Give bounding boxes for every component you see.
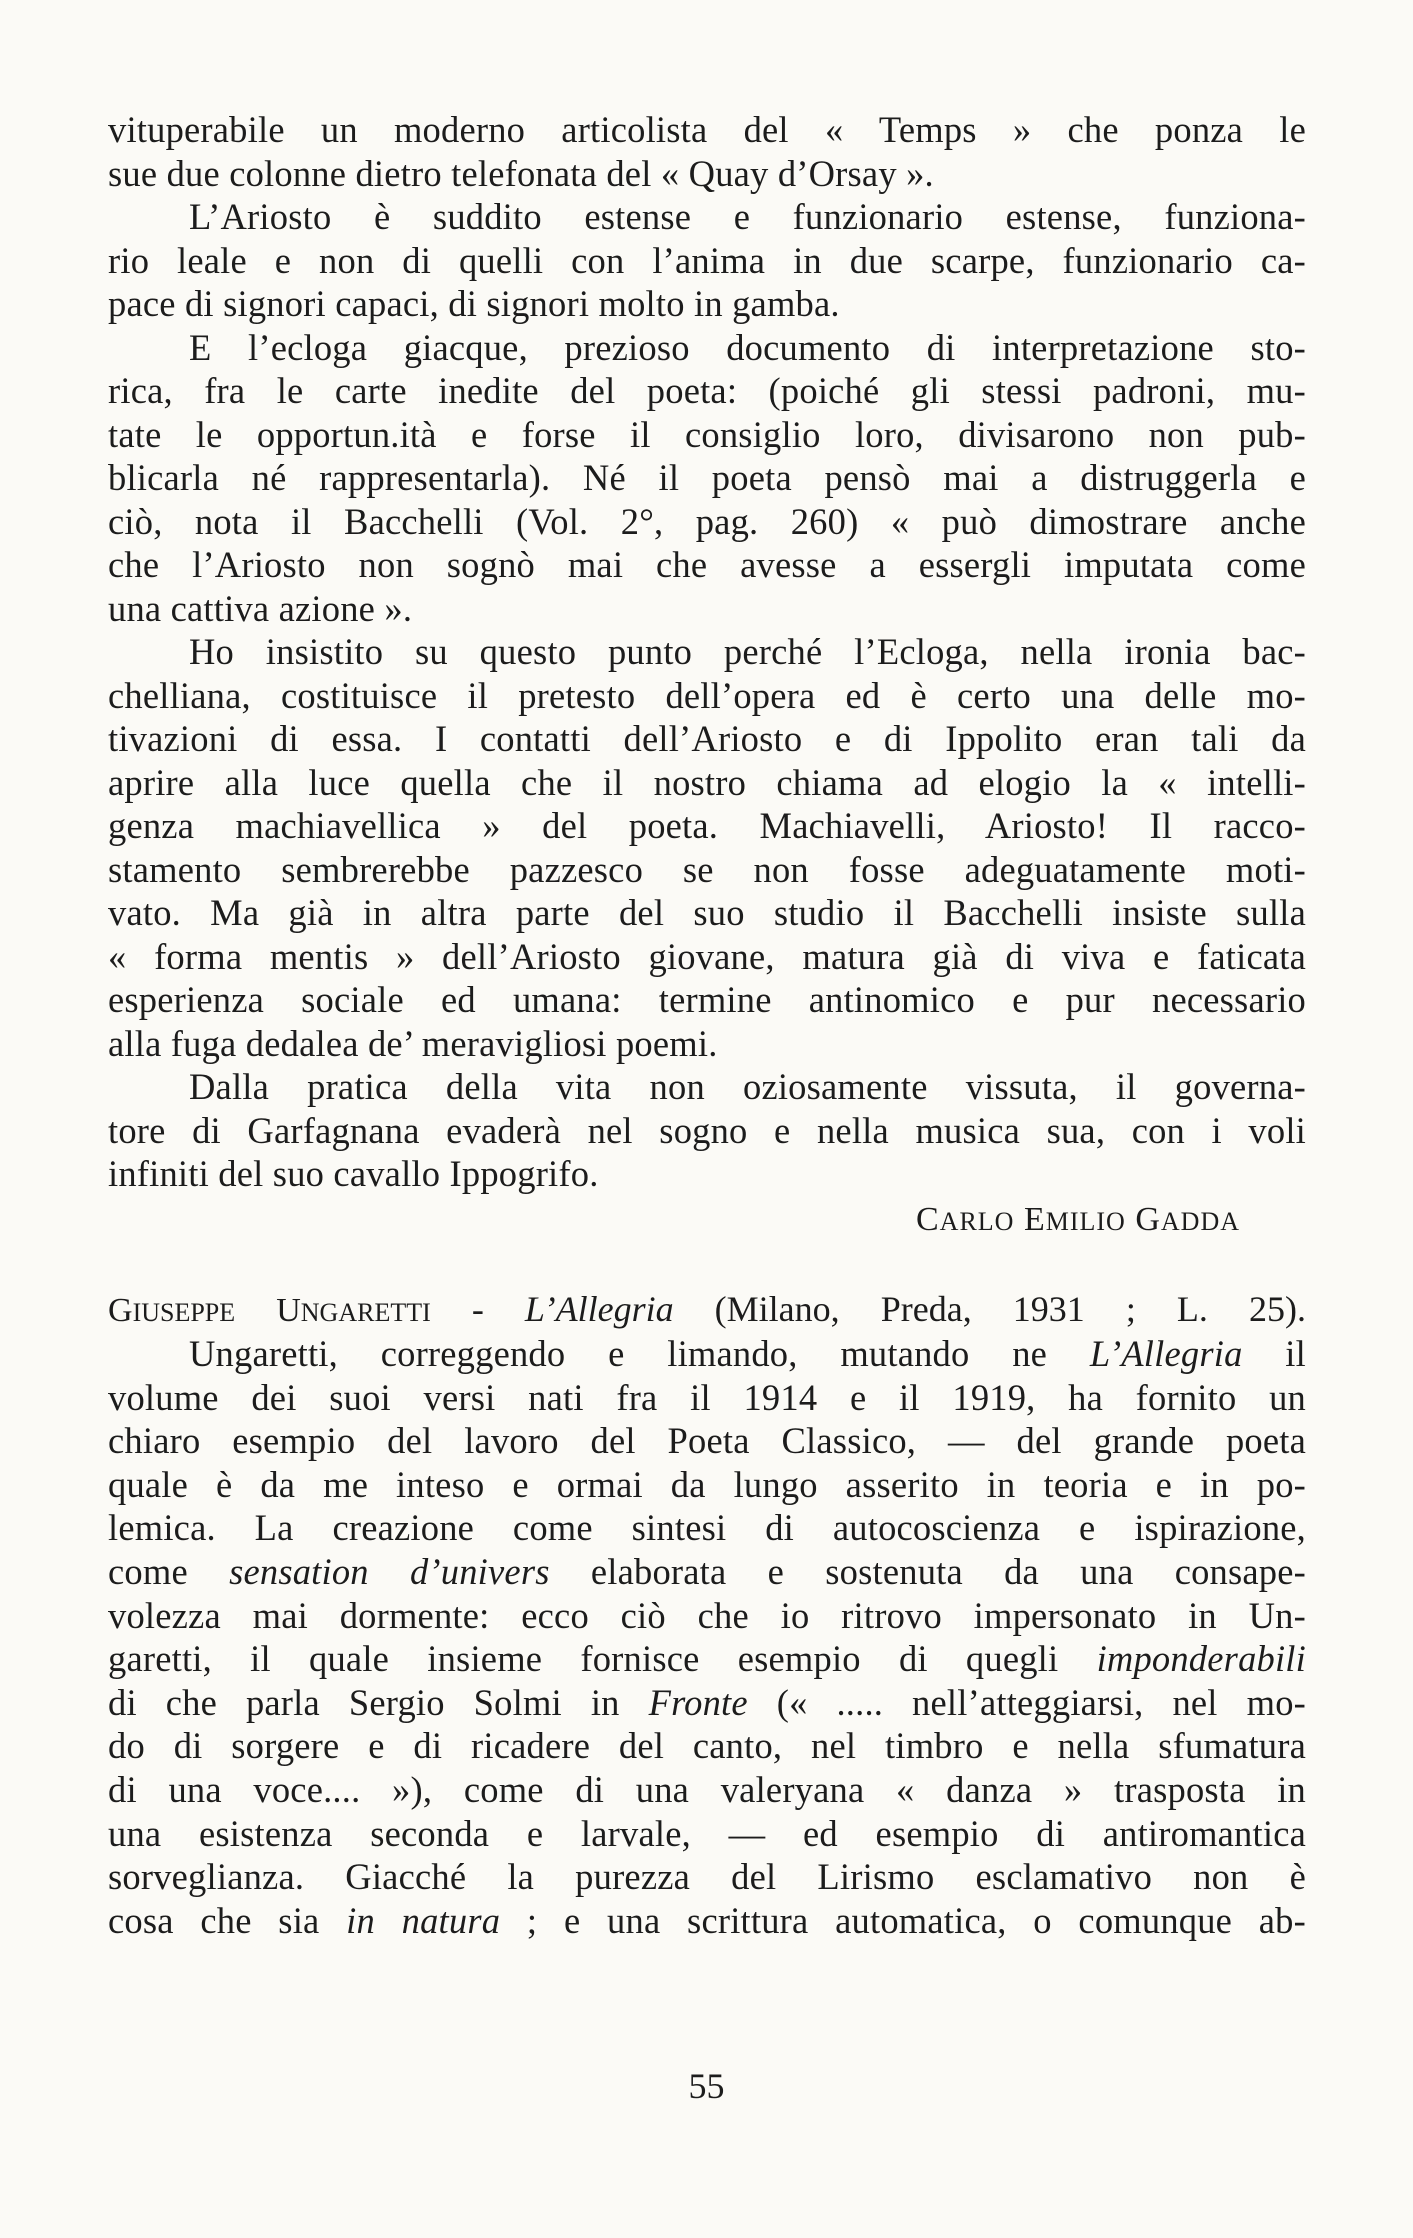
text-line: alla fuga dedalea de’ meravigliosi poemi. [108,1022,718,1064]
text-line: quale è da me inteso e ormai da lungo asserito in teoria e in po- [108,1463,1306,1505]
text-line: come sensation d’univers elaborata e sostenuta da una consape- [108,1550,1306,1592]
text-line: « forma mentis » dell’Ariosto giovane, matura già di viva e faticata [108,935,1306,977]
italic-phrase: imponderabili [1096,1638,1306,1680]
text-line: aprire alla luce quella che il nostro chiama ad elogio la « intelli- [108,761,1306,803]
text-line: che l’Ariosto non sognò mai che avesse a essergli imputata come [108,544,1306,585]
text-line: tivazioni di essa. I contatti dell’Ariosto e di Ippolito eran tali da [108,718,1306,759]
text-line: vituperabile un moderno articolista del « Temps » che ponza le [108,109,1306,150]
text-line: Ho insistito su questo punto perché l’Ecloga, nella ironia bac- [189,631,1306,672]
author-signature: CARLO EMILIO GADDA [915,1201,1240,1238]
book-title: L’Allegria [524,1289,674,1329]
text-line: do di sorgere e di ricadere del canto, nel timbro e nella sfumatura [108,1725,1306,1767]
text-line: volume dei suoi versi nati fra il 1914 e il 1919, ha fornito un [108,1376,1306,1418]
text-line: rica, fra le carte inedite del poeta: (poiché gli stessi padroni, mu- [108,370,1306,411]
text-line: L’Ariosto è suddito estense e funzionario estense, funziona- [189,196,1306,237]
text-line: lemica. La creazione come sintesi di autocoscienza e ispirazione, [108,1507,1306,1549]
text-line: chelliana, costituisce il pretesto dell’opera ed è certo una delle mo- [108,674,1306,716]
italic-phrase: Fronte [648,1681,748,1723]
text-line: chiaro esempio del lavoro del Poeta Classico, — del grande poeta [108,1420,1306,1462]
text-line: pace di signori capaci, di signori molto in gamba. [108,283,840,324]
text-line: di che parla Sergio Solmi in Fronte (« ..... nell’atteggiarsi, nel mo- [108,1681,1306,1723]
text-line: tore di Garfagnana evaderà nel sogno e nella musica sua, con i voli [108,1109,1306,1151]
text-line: esperienza sociale ed umana: termine antinomico e pur necessario [108,979,1306,1020]
text-line: di una voce.... »), come di una valeryana « danza » trasposta in [108,1768,1306,1810]
text-line: garetti, il quale insieme fornisce esempio di quegli imponderabili [108,1638,1306,1680]
italic-phrase: sensation d’univers [229,1550,550,1592]
text-line: cosa che sia in natura ; e una scrittura automatica, o comunque ab- [108,1899,1306,1941]
italic-phrase: in natura [346,1899,501,1941]
text-line: una cattiva azione ». [108,587,413,629]
page-number: 55 [688,2066,725,2106]
heading-separator: - [430,1289,525,1329]
text-line: tate le opportun.ità e forse il consiglio loro, divisarono non pub- [108,413,1306,455]
text-line: infiniti del suo cavallo Ippogrifo. [108,1153,599,1194]
review-heading: GIUSEPPE UNGARETTI - L’Allegria (Milano, Preda, 1931 ; L. 25). [108,1289,1306,1329]
text-line: Dalla pratica della vita non oziosamente vissuta, il governa- [189,1066,1306,1107]
review-body [108,1332,1306,1942]
text-line: Ungaretti, correggendo e limando, mutando ne L’Allegria il [189,1333,1306,1374]
text-line: stamento sembrerebbe pazzesco se non fosse adeguatamente moti- [108,848,1306,890]
text-line: sorveglianza. Giacché la purezza del Lirismo esclamativo non è [108,1856,1306,1898]
text-line: E l’ecloga giacque, prezioso documento di interpretazione sto- [189,326,1306,368]
text-line: ciò, nota il Bacchelli (Vol. 2°, pag. 260) « può dimostrare anche [108,500,1306,542]
text-line: genza machiavellica » del poeta. Machiavelli, Ariosto! Il racco- [108,805,1306,846]
text-line: una esistenza seconda e larvale, — ed esempio di antiromantica [108,1812,1306,1854]
text-line: sue due colonne dietro telefonata del « Quay d’Orsay ». [108,152,934,194]
text-line: vato. Ma già in altra parte del suo studio il Bacchelli insiste sulla [108,892,1306,933]
text-line: rio leale e non di quelli con l’anima in due scarpe, funzionario ca- [108,239,1306,281]
text-line: blicarla né rappresentarla). Né il poeta pensò mai a distruggerla e [108,457,1306,498]
italic-phrase: L’Allegria [1089,1333,1243,1374]
article-continuation [108,108,1306,1196]
publication-details: (Milano, Preda, 1931 ; L. 25). [673,1289,1306,1329]
text-line: volezza mai dormente: ecco ciò che io ritrovo impersonato in Un- [108,1594,1306,1636]
